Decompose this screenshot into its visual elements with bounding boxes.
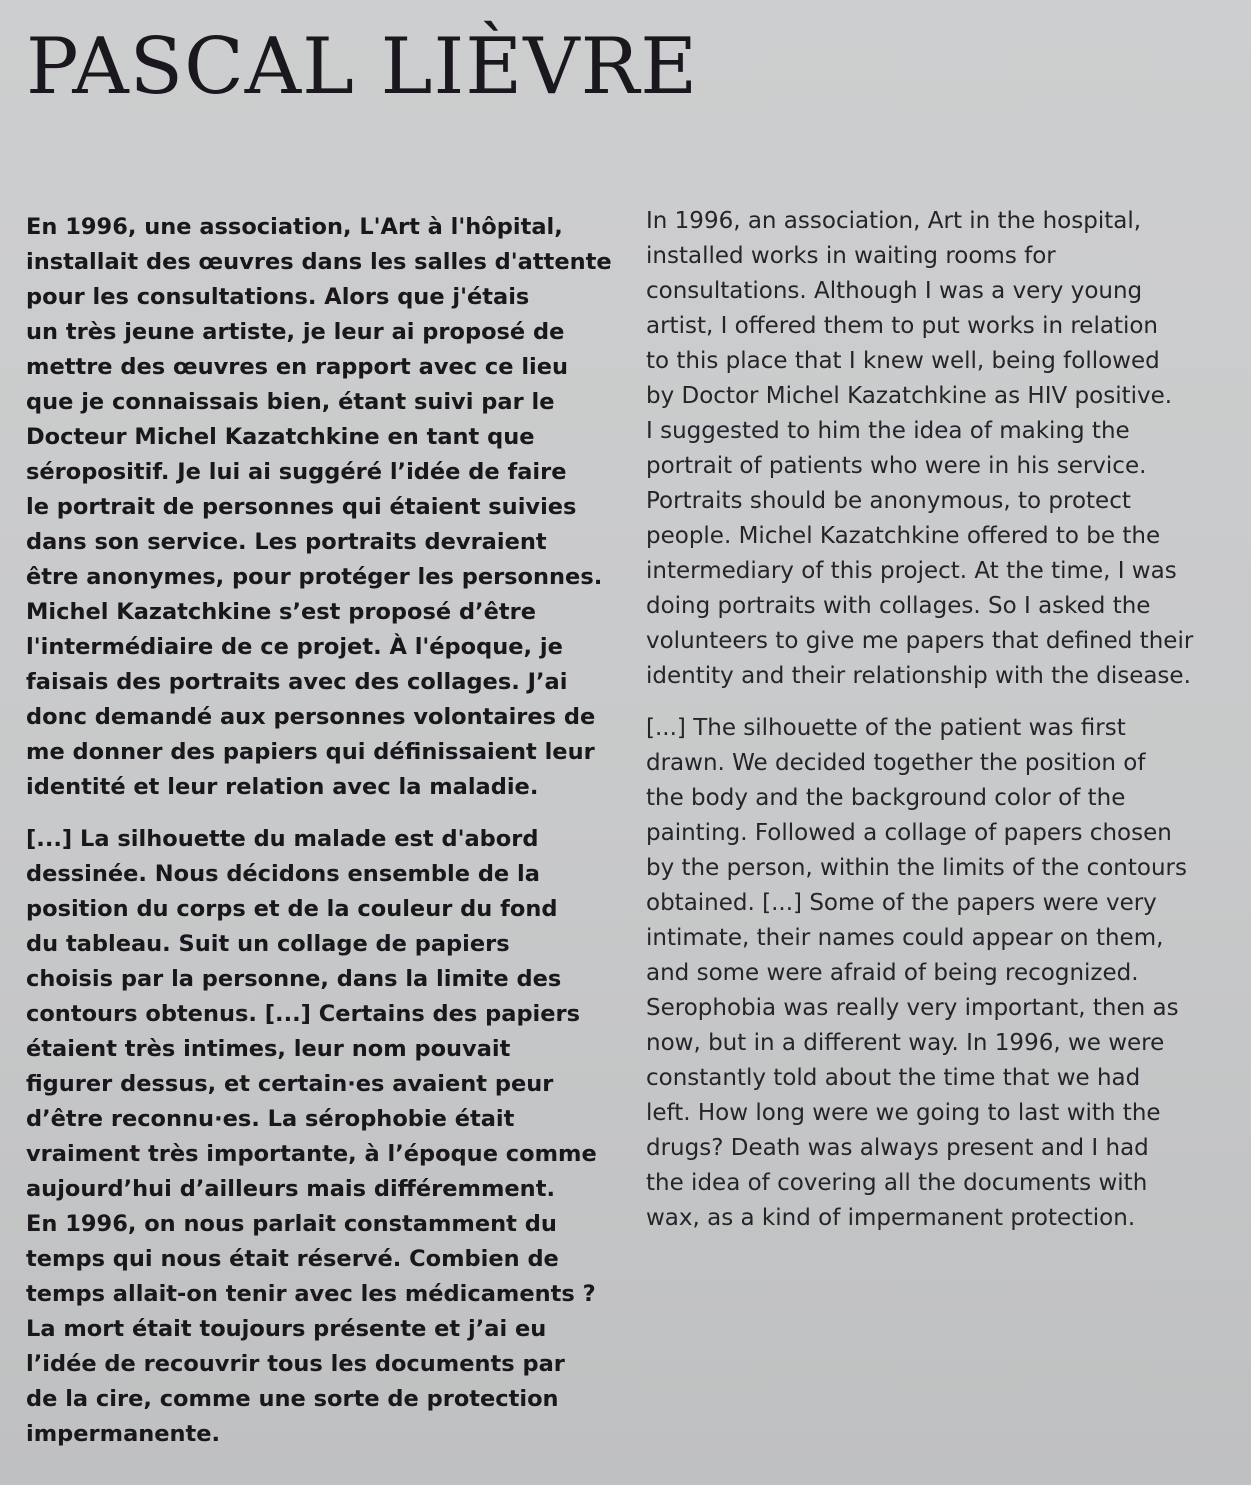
french-line: du tableau. Suit un collage de papiers	[26, 931, 510, 957]
french-line: Michel Kazatchkine s’est proposé d’être	[26, 599, 536, 625]
english-line: intimate, their names could appear on them,	[646, 925, 1164, 951]
french-line: dessinée. Nous décidons ensemble de la	[26, 861, 540, 887]
english-line: portrait of patients who were in his service.	[646, 453, 1147, 479]
english-line: drugs? Death was always present and I had	[646, 1135, 1149, 1161]
paragraph-spacer	[646, 694, 1242, 711]
english-line: intermediary of this project. At the time, I was	[646, 558, 1177, 584]
french-line: d’être reconnu·es. La sérophobie était	[26, 1106, 515, 1132]
french-line: impermanente.	[26, 1421, 221, 1447]
english-line: drawn. We decided together the position of	[646, 750, 1146, 776]
english-line: In 1996, an association, Art in the hospital,	[646, 208, 1142, 234]
french-line: l’idée de recouvrir tous les documents par	[26, 1351, 565, 1377]
french-line: choisis par la personne, dans la limite des	[26, 966, 562, 992]
french-line: [...] La silhouette du malade est d'abord	[26, 826, 539, 852]
french-line: un très jeune artiste, je leur ai proposé de	[26, 319, 565, 345]
french-line: mettre des œuvres en rapport avec ce lieu	[26, 354, 569, 380]
french-line: temps qui nous était réservé. Combien de	[26, 1246, 559, 1272]
english-line: and some were afraid of being recognized.	[646, 960, 1139, 986]
english-line: doing portraits with collages. So I asked the	[646, 593, 1151, 619]
french-line: que je connaissais bien, étant suivi par le	[26, 389, 555, 415]
english-line: volunteers to give me papers that defined their	[646, 628, 1194, 654]
english-paragraph-2	[646, 711, 1242, 1236]
english-line: consultations. Although I was a very young	[646, 278, 1143, 304]
french-line: position du corps et de la couleur du fond	[26, 896, 558, 922]
english-line: obtained. [...] Some of the papers were very	[646, 890, 1157, 916]
french-line: contours obtenus. [...] Certains des papiers	[26, 1001, 581, 1027]
paragraph-spacer	[26, 805, 622, 822]
french-line: être anonymes, pour protéger les personnes.	[26, 564, 603, 590]
english-line: artist, I offered them to put works in relation	[646, 313, 1158, 339]
english-line: left. How long were we going to last with the	[646, 1100, 1161, 1126]
french-line: vraiment très importante, à l’époque comme	[26, 1141, 597, 1167]
french-line: En 1996, on nous parlait constamment du	[26, 1211, 557, 1237]
english-line: Portraits should be anonymous, to protect	[646, 488, 1131, 514]
french-paragraph-1	[26, 210, 622, 805]
english-line: to this place that I knew well, being followed	[646, 348, 1160, 374]
english-line: the body and the background color of the	[646, 785, 1126, 811]
french-line: installait des œuvres dans les salles d'attente	[26, 249, 612, 275]
french-line: temps allait-on tenir avec les médicaments ?	[26, 1281, 596, 1307]
english-line: [...] The silhouette of the patient was first	[646, 715, 1126, 741]
french-line: me donner des papiers qui définissaient leur	[26, 739, 595, 765]
french-line: pour les consultations. Alors que j'étais	[26, 284, 530, 310]
english-line: painting. Followed a collage of papers chosen	[646, 820, 1172, 846]
french-line: En 1996, une association, L'Art à l'hôpital,	[26, 214, 563, 240]
english-line: the idea of covering all the documents with	[646, 1170, 1148, 1196]
artist-name-title: PASCAL LIÈVRE	[26, 22, 699, 112]
english-line: installed works in waiting rooms for	[646, 243, 1056, 269]
english-text-column	[646, 204, 1242, 1236]
french-line: donc demandé aux personnes volontaires de	[26, 704, 596, 730]
english-line: wax, as a kind of impermanent protection.	[646, 1205, 1136, 1231]
english-line: by Doctor Michel Kazatchkine as HIV positive.	[646, 383, 1173, 409]
french-line: l'intermédiaire de ce projet. À l'époque, je	[26, 634, 563, 660]
english-line: now, but in a different way. In 1996, we were	[646, 1030, 1165, 1056]
english-line: by the person, within the limits of the contours	[646, 855, 1187, 881]
french-line: identité et leur relation avec la maladie.	[26, 774, 539, 800]
french-line: Docteur Michel Kazatchkine en tant que	[26, 424, 535, 450]
french-line: dans son service. Les portraits devraient	[26, 529, 547, 555]
french-line: le portrait de personnes qui étaient suivies	[26, 494, 577, 520]
french-line: aujourd’hui d’ailleurs mais différemment.	[26, 1176, 555, 1202]
english-line: constantly told about the time that we had	[646, 1065, 1141, 1091]
french-line: La mort était toujours présente et j’ai eu	[26, 1316, 547, 1342]
french-line: faisais des portraits avec des collages. J’ai	[26, 669, 568, 695]
english-line: Serophobia was really very important, then as	[646, 995, 1179, 1021]
english-line: people. Michel Kazatchkine offered to be the	[646, 523, 1161, 549]
french-text-column	[26, 210, 622, 1452]
english-line: identity and their relationship with the disease.	[646, 663, 1191, 689]
french-paragraph-2	[26, 822, 622, 1452]
english-paragraph-1	[646, 204, 1242, 694]
french-line: de la cire, comme une sorte de protection	[26, 1386, 559, 1412]
english-line: I suggested to him the idea of making the	[646, 418, 1130, 444]
french-line: séropositif. Je lui ai suggéré l’idée de faire	[26, 459, 567, 485]
french-line: étaient très intimes, leur nom pouvait	[26, 1036, 511, 1062]
french-line: figurer dessus, et certain·es avaient peur	[26, 1071, 554, 1097]
